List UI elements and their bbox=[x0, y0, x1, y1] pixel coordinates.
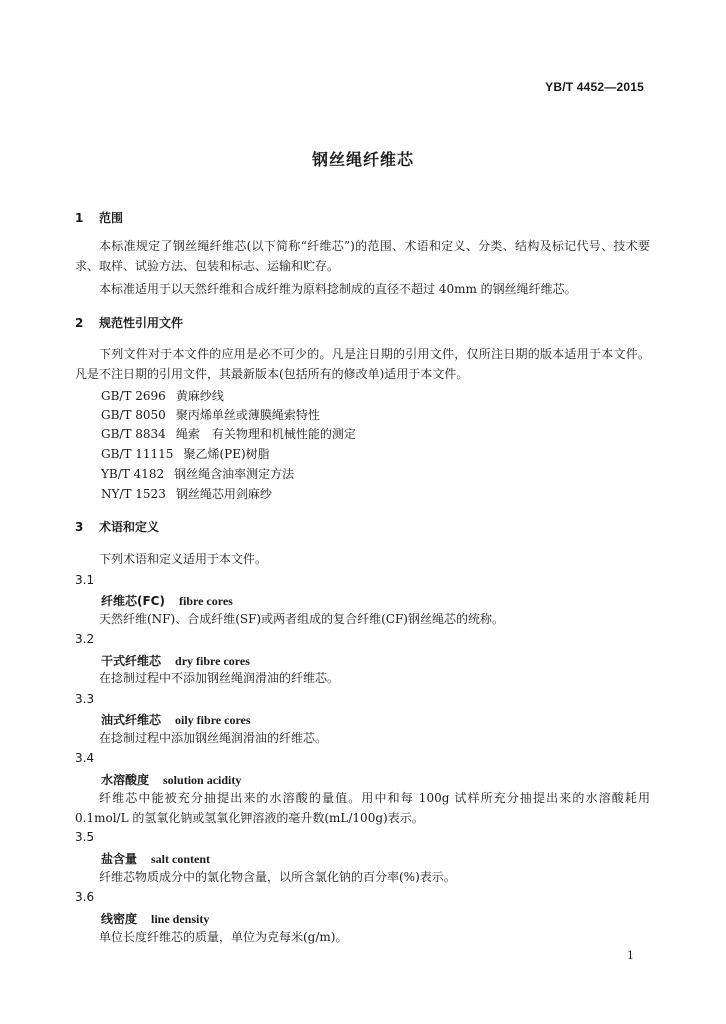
reference-item bbox=[101, 465, 294, 482]
term-heading bbox=[101, 850, 210, 867]
section-2-number: 2 bbox=[75, 316, 84, 330]
section-3-heading bbox=[75, 518, 159, 535]
term-english: dry fibre cores bbox=[175, 654, 250, 668]
reference-name: 黄麻纱线 bbox=[175, 389, 224, 403]
term-definition: 纤维芯中能被充分抽提出来的水溶酸的量值。用中和每 100g 试样所充分抽提出来的水溶酸耗用 0.1mol/L 的氢氧化钠或氢氧化钾溶液的毫升数(mL/100g)表示。 bbox=[75, 791, 650, 825]
reference-item bbox=[101, 406, 320, 423]
section-2-paragraph-1: 下列文件对于本文件的应用是必不可少的。凡是注日期的引用文件，仅所注日期的版本适用于本文件。凡是不注日期的引用文件，其最新版本(包括所有的修改单)适用于本文件。 bbox=[75, 347, 650, 381]
term-number: 3.1 bbox=[75, 573, 95, 587]
term-definition: 单位长度纤维芯的质量，单位为克每米(g/m)。 bbox=[99, 930, 348, 944]
reference-item bbox=[101, 425, 356, 442]
term-english: salt content bbox=[151, 852, 211, 866]
section-3-number: 3 bbox=[75, 520, 84, 534]
term-definition: 在捻制过程中添加钢丝绳润滑油的纤维芯。 bbox=[99, 731, 328, 745]
reference-name: 绳索 有关物理和机械性能的测定 bbox=[175, 427, 356, 441]
term-english: solution acidity bbox=[163, 773, 242, 787]
term-heading bbox=[101, 910, 209, 927]
reference-name: 钢丝绳芯用剑麻纱 bbox=[175, 487, 272, 501]
document-title: 钢丝绳纤维芯 bbox=[311, 150, 414, 169]
reference-item bbox=[101, 485, 272, 502]
reference-name: 聚乙烯(PE)树脂 bbox=[183, 447, 270, 461]
standard-code: YB/T 4452—2015 bbox=[545, 80, 644, 94]
reference-name: 钢丝绳含油率测定方法 bbox=[174, 467, 295, 481]
term-chinese: 纤维芯(FC) bbox=[101, 594, 165, 608]
page-number: 1 bbox=[627, 949, 634, 962]
term-definition: 纤维芯物质成分中的氯化物含量，以所含氯化钠的百分率(%)表示。 bbox=[99, 870, 456, 884]
reference-item bbox=[101, 387, 224, 404]
reference-code: YB/T 4182 bbox=[101, 467, 165, 481]
term-definition: 天然纤维(NF)、合成纤维(SF)或两者组成的复合纤维(CF)钢丝绳芯的统称。 bbox=[99, 612, 504, 626]
term-chinese: 水溶酸度 bbox=[101, 773, 150, 787]
section-2-heading bbox=[75, 314, 183, 331]
term-definition: 在捻制过程中不添加钢丝绳润滑油的纤维芯。 bbox=[99, 671, 340, 685]
term-chinese: 盐含量 bbox=[101, 852, 138, 866]
term-chinese: 干式纤维芯 bbox=[101, 654, 162, 668]
term-number: 3.3 bbox=[75, 692, 95, 706]
term-number: 3.2 bbox=[75, 632, 95, 646]
reference-code: GB/T 11115 bbox=[101, 447, 174, 461]
term-heading bbox=[101, 592, 233, 609]
reference-code: NY/T 1523 bbox=[101, 487, 166, 501]
section-1-heading bbox=[75, 209, 123, 226]
term-heading bbox=[101, 771, 241, 788]
section-3-intro: 下列术语和定义适用于本文件。 bbox=[99, 552, 268, 566]
term-english: oily fibre cores bbox=[175, 713, 251, 727]
section-1-paragraph-2: 本标准适用于以天然纤维和合成纤维为原料捻制成的直径不超过 40mm 的钢丝绳纤维芯。 bbox=[99, 282, 577, 296]
reference-name: 聚丙烯单丝或薄膜绳索特性 bbox=[175, 408, 320, 422]
term-heading bbox=[101, 652, 250, 669]
reference-code: GB/T 8834 bbox=[101, 427, 166, 441]
reference-item bbox=[101, 445, 270, 462]
term-number: 3.5 bbox=[75, 830, 95, 844]
term-heading bbox=[101, 711, 251, 728]
term-english: line density bbox=[151, 912, 210, 926]
term-number: 3.6 bbox=[75, 890, 95, 904]
section-1-paragraph-1: 本标准规定了钢丝绳纤维芯(以下简称“纤维芯”)的范围、术语和定义、分类、结构及标记代号、技术要求、取样、试验方法、包装和标志、运输和贮存。 bbox=[75, 239, 650, 273]
section-3-title: 术语和定义 bbox=[99, 520, 160, 534]
term-chinese: 油式纤维芯 bbox=[101, 713, 162, 727]
reference-code: GB/T 2696 bbox=[101, 389, 166, 403]
term-english: fibre cores bbox=[178, 594, 233, 608]
reference-code: GB/T 8050 bbox=[101, 408, 166, 422]
term-number: 3.4 bbox=[75, 751, 95, 765]
section-1-title: 范围 bbox=[99, 211, 124, 225]
term-chinese: 线密度 bbox=[101, 912, 138, 926]
section-1-number: 1 bbox=[75, 211, 84, 225]
section-2-title: 规范性引用文件 bbox=[99, 316, 184, 330]
